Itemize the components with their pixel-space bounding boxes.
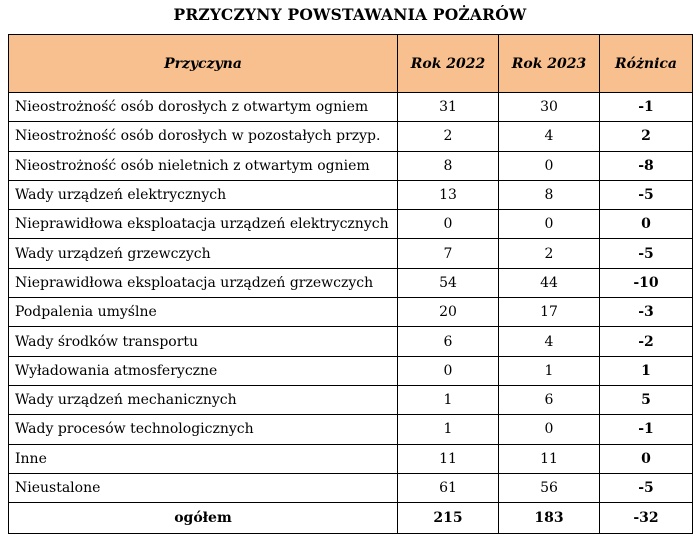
year-2022-cell: 1	[398, 415, 499, 444]
table-row	[9, 239, 693, 268]
difference-cell: -3	[600, 298, 693, 327]
cause-cell: Inne	[9, 444, 398, 473]
year-2022-cell: 8	[398, 151, 499, 180]
cause-cell: Wyładowania atmosferyczne	[9, 356, 398, 385]
header-year-2023: Rok 2023	[499, 35, 600, 93]
year-2022-cell: 31	[398, 93, 499, 122]
cause-cell: Wady urządzeń mechanicznych	[9, 385, 398, 414]
table-row	[9, 356, 693, 385]
total-year-2023: 183	[499, 503, 600, 534]
table-row	[9, 93, 693, 122]
difference-cell: -5	[600, 239, 693, 268]
cause-cell: Nieostrożność osób dorosłych z otwartym ogniem	[9, 93, 398, 122]
year-2023-cell: 56	[499, 473, 600, 502]
cause-cell: Wady środków transportu	[9, 327, 398, 356]
cause-cell: Nieprawidłowa eksploatacja urządzeń elektrycznych	[9, 210, 398, 239]
cause-cell: Nieostrożność osób nieletnich z otwartym ogniem	[9, 151, 398, 180]
difference-cell: 0	[600, 444, 693, 473]
year-2023-cell: 4	[499, 122, 600, 151]
total-row	[9, 503, 693, 534]
table-row	[9, 122, 693, 151]
difference-cell: -1	[600, 93, 693, 122]
year-2022-cell: 0	[398, 210, 499, 239]
table-row	[9, 444, 693, 473]
header-difference: Różnica	[600, 35, 693, 93]
difference-cell: 0	[600, 210, 693, 239]
cause-cell: Nieostrożność osób dorosłych w pozostałych przyp.	[9, 122, 398, 151]
year-2023-cell: 2	[499, 239, 600, 268]
cause-cell: Wady procesów technologicznych	[9, 415, 398, 444]
cause-cell: Wady urządzeń grzewczych	[9, 239, 398, 268]
year-2022-cell: 7	[398, 239, 499, 268]
table-row	[9, 268, 693, 297]
difference-cell: 1	[600, 356, 693, 385]
difference-cell: -5	[600, 473, 693, 502]
year-2023-cell: 1	[499, 356, 600, 385]
table-row	[9, 180, 693, 209]
year-2023-cell: 0	[499, 151, 600, 180]
year-2022-cell: 2	[398, 122, 499, 151]
year-2022-cell: 11	[398, 444, 499, 473]
difference-cell: -10	[600, 268, 693, 297]
year-2022-cell: 6	[398, 327, 499, 356]
year-2022-cell: 20	[398, 298, 499, 327]
table-row	[9, 415, 693, 444]
cause-cell: Podpalenia umyślne	[9, 298, 398, 327]
year-2022-cell: 61	[398, 473, 499, 502]
table-row	[9, 385, 693, 414]
difference-cell: 5	[600, 385, 693, 414]
total-label: ogółem	[9, 503, 398, 534]
year-2022-cell: 54	[398, 268, 499, 297]
year-2023-cell: 6	[499, 385, 600, 414]
year-2023-cell: 8	[499, 180, 600, 209]
year-2022-cell: 0	[398, 356, 499, 385]
cause-cell: Nieustalone	[9, 473, 398, 502]
table-row	[9, 210, 693, 239]
header-cause: Przyczyna	[9, 35, 398, 93]
fire-causes-table	[8, 34, 693, 534]
difference-cell: -8	[600, 151, 693, 180]
difference-cell: -2	[600, 327, 693, 356]
year-2023-cell: 4	[499, 327, 600, 356]
table-row	[9, 151, 693, 180]
table-row	[9, 298, 693, 327]
cause-cell: Wady urządzeń elektrycznych	[9, 180, 398, 209]
page-title: PRZYCZYNY POWSTAWANIA POŻARÓW	[173, 5, 527, 24]
year-2023-cell: 11	[499, 444, 600, 473]
year-2023-cell: 30	[499, 93, 600, 122]
cause-cell: Nieprawidłowa eksploatacja urządzeń grzewczych	[9, 268, 398, 297]
year-2022-cell: 13	[398, 180, 499, 209]
table-row	[9, 473, 693, 502]
table-row	[9, 327, 693, 356]
difference-cell: -5	[600, 180, 693, 209]
header-row	[9, 35, 693, 93]
year-2023-cell: 0	[499, 415, 600, 444]
difference-cell: 2	[600, 122, 693, 151]
difference-cell: -1	[600, 415, 693, 444]
year-2023-cell: 17	[499, 298, 600, 327]
year-2023-cell: 44	[499, 268, 600, 297]
total-year-2022: 215	[398, 503, 499, 534]
year-2023-cell: 0	[499, 210, 600, 239]
header-year-2022: Rok 2022	[398, 35, 499, 93]
total-difference: -32	[600, 503, 693, 534]
year-2022-cell: 1	[398, 385, 499, 414]
